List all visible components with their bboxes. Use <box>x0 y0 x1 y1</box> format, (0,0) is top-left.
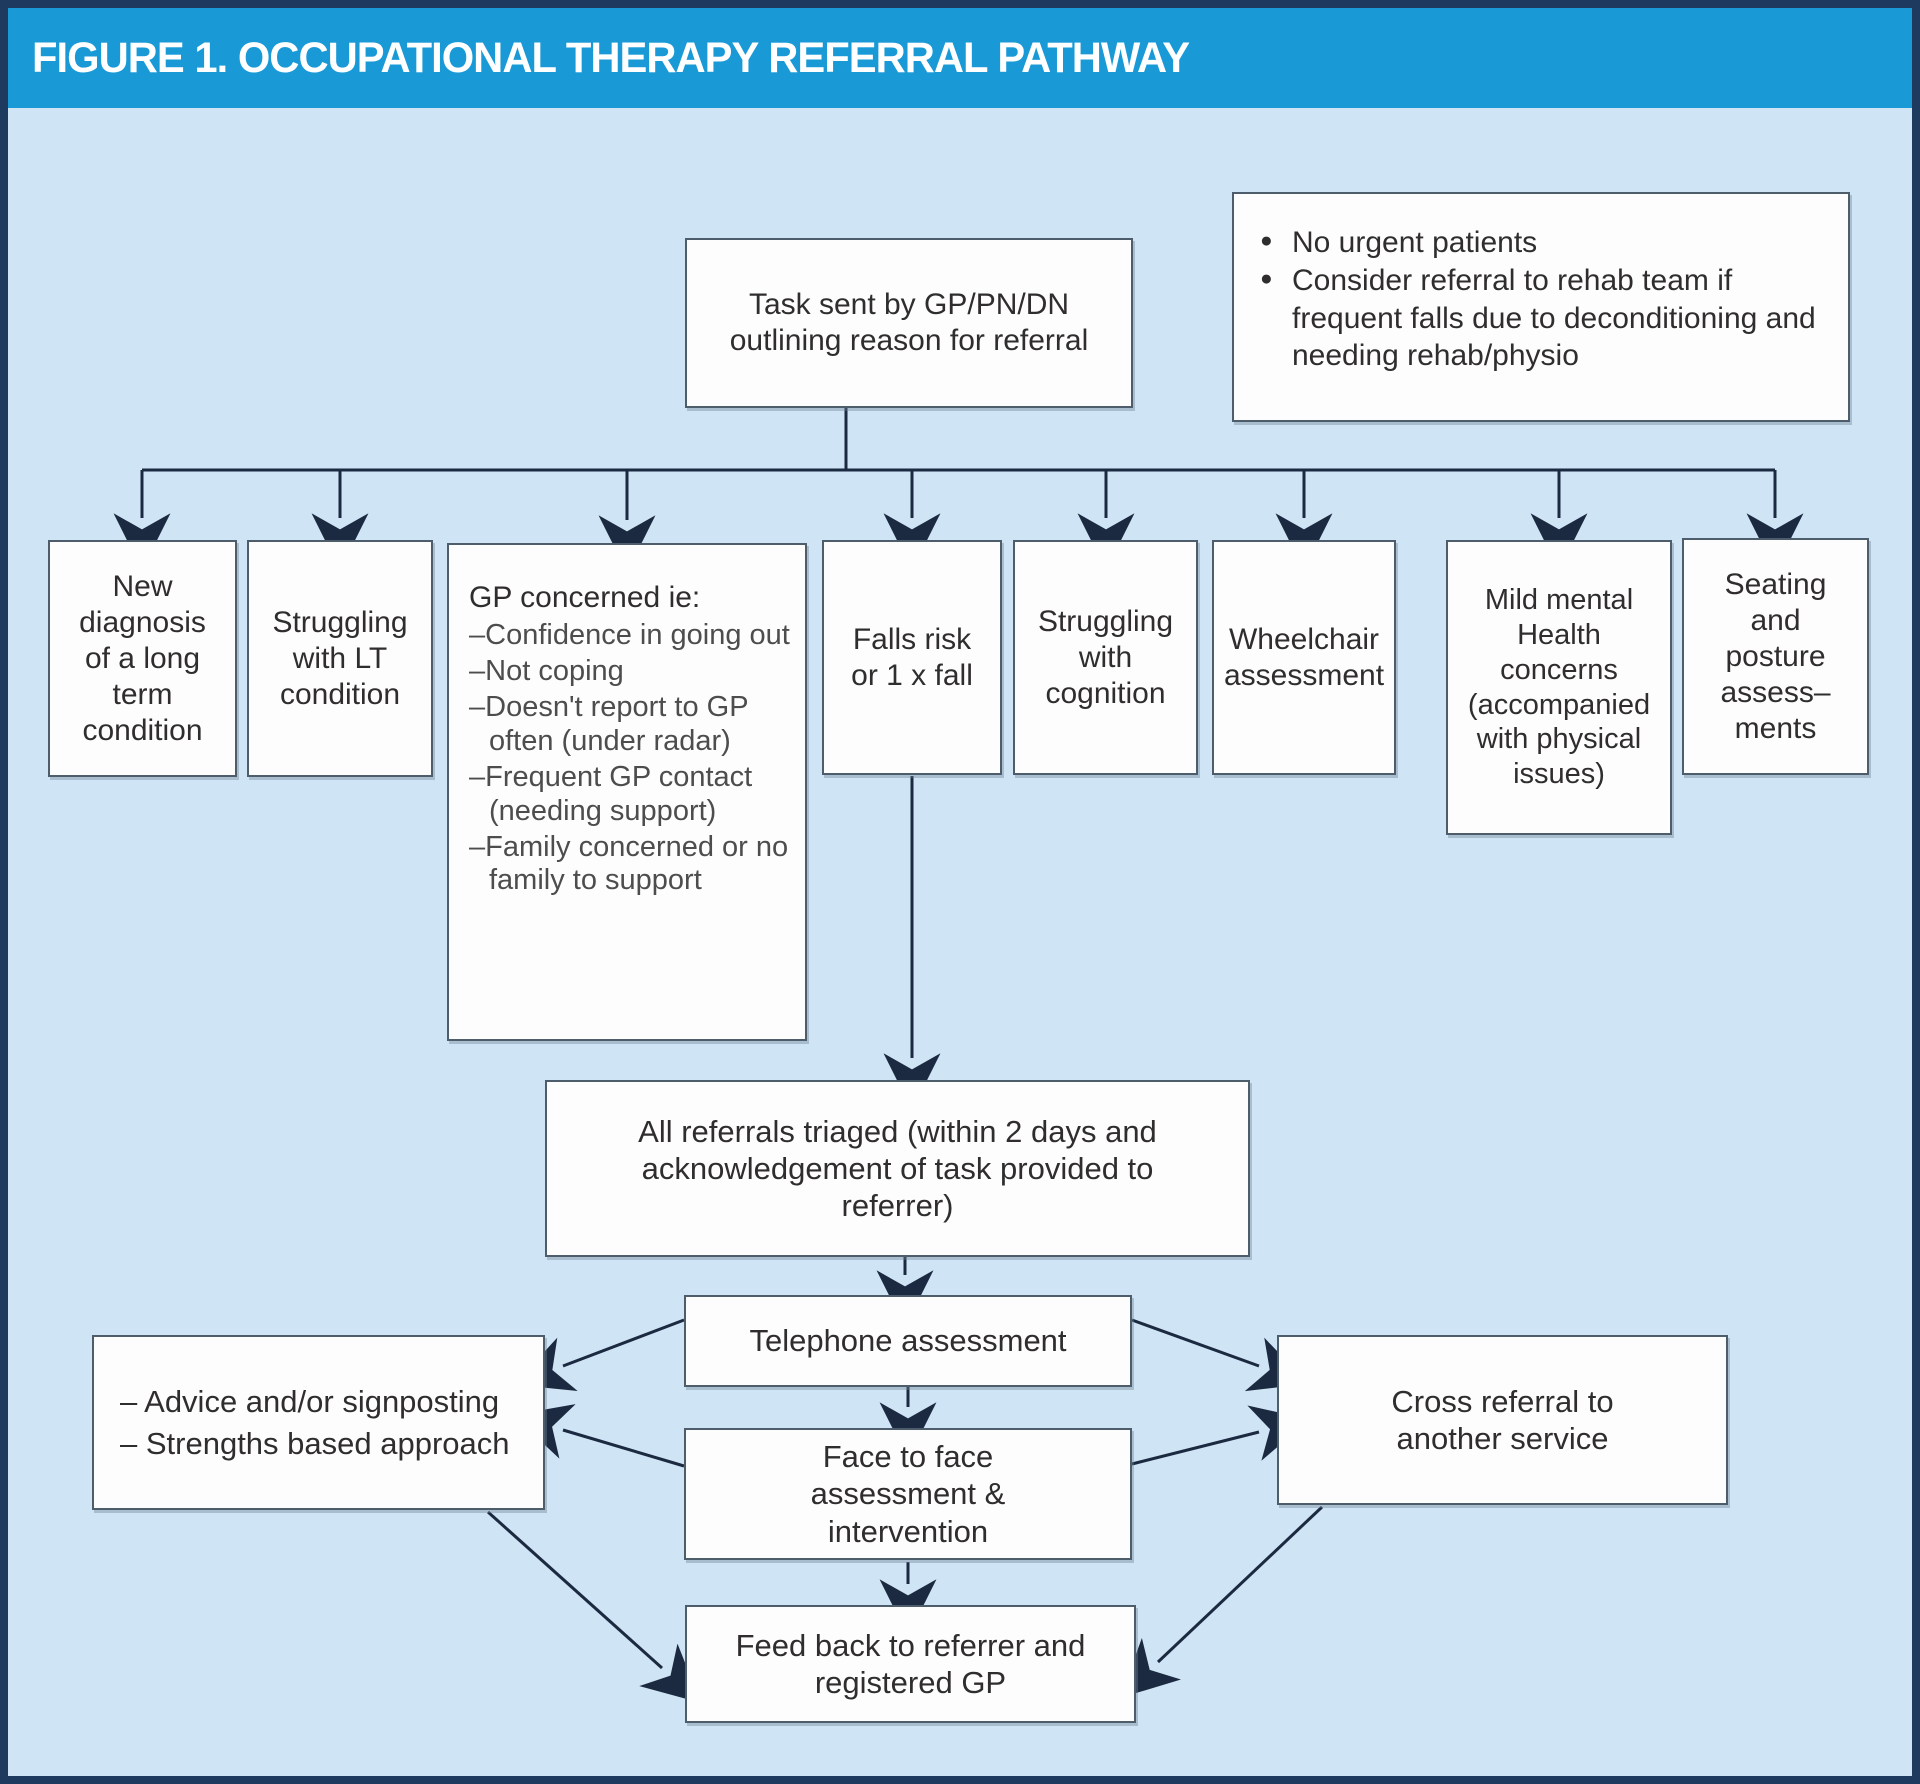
note-bullet-item: ● Consider referral to rehab team if frequent falls due to deconditioning and needing rehab/physio <box>1256 262 1824 375</box>
gp-concern-item: –Family concerned or no family to support <box>469 830 789 897</box>
note-bullet-item: ● No urgent patients <box>1256 224 1824 262</box>
node-triage-notes <box>1232 192 1850 422</box>
node-advice-signposting <box>92 1335 545 1510</box>
advice-item: – Strengths based approach <box>120 1425 510 1461</box>
node-cross-referral: Cross referral to another service <box>1277 1335 1728 1505</box>
node-seating-posture: Seating and posture assess–ments <box>1682 538 1869 775</box>
figure-title: FIGURE 1. OCCUPATIONAL THERAPY REFERRAL PATHWAY <box>32 33 1190 82</box>
advice-item: – Advice and/or signposting <box>120 1383 500 1419</box>
node-task-sent: Task sent by GP/PN/DN outlining reason for referral <box>685 238 1133 408</box>
node-new-diagnosis: New diagnosis of a long term condition <box>48 540 237 777</box>
gp-concern-item: –Confidence in going out <box>469 619 790 651</box>
gp-concern-item: –Doesn't report to GP often (under radar) <box>469 690 749 757</box>
node-wheelchair-assessment: Wheelchair assessment <box>1212 540 1396 775</box>
node-face-to-face-assessment: Face to face assessment & intervention <box>684 1428 1132 1560</box>
node-falls-risk: Falls risk or 1 x fall <box>822 540 1002 775</box>
node-mild-mental-health: Mild mental Health concerns (accompanied with physical issues) <box>1446 540 1672 835</box>
gp-concern-item: –Frequent GP contact (needing support) <box>469 760 753 827</box>
node-feedback: Feed back to referrer and registered GP <box>685 1605 1136 1723</box>
node-gp-concerned: GP concerned ie: –Confidence in going out –Not coping –Doesn't report to GP often (under radar) –Frequent GP contact (needing support) –Family concerned or no family to support <box>447 543 807 1041</box>
node-telephone-assessment: Telephone assessment <box>684 1295 1132 1387</box>
gp-concern-item: –Not coping <box>469 654 624 687</box>
node-struggling-cognition: Struggling with cognition <box>1013 540 1198 775</box>
node-struggling-lt-condition: Struggling with LT condition <box>247 540 433 777</box>
node-triage: All referrals triaged (within 2 days and acknowledgement of task provided to referrer) <box>545 1080 1250 1257</box>
